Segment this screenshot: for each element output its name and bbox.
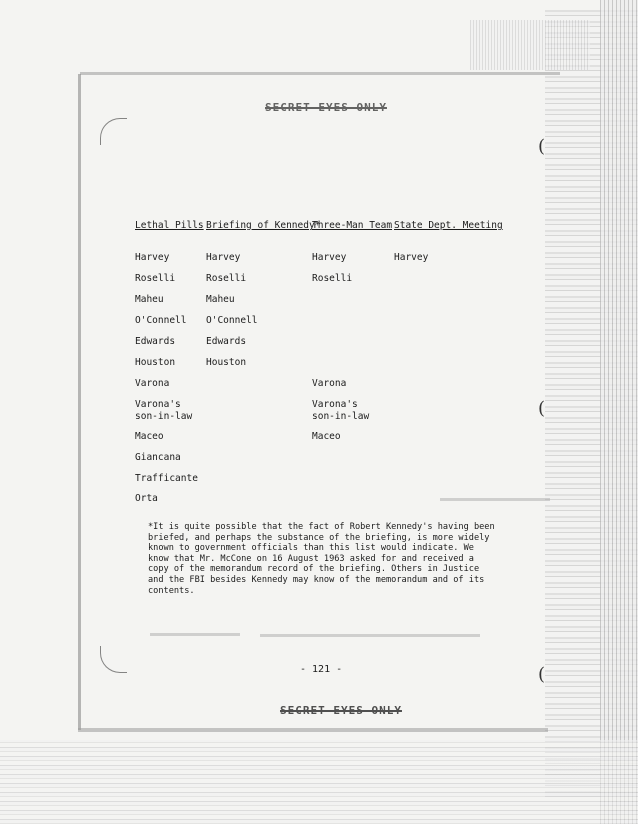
scan-noise-edge [600,0,638,824]
table-cell: Trafficante [135,473,198,484]
table-cell: Edwards [206,336,247,347]
page-edge-top [80,72,560,75]
table-cell: Varona [312,378,347,389]
page-edge-left [78,74,81,730]
table-cell: Maceo [135,431,164,442]
smudge [260,634,480,637]
table-cell: Harvey [206,252,241,263]
margin-mark-icon: ( [538,664,546,685]
table-cell: Roselli [206,273,247,284]
table-cell: Roselli [312,273,353,284]
page-edge-bottom [78,728,548,732]
table-cell: Varona [135,378,170,389]
column-header-lethal-pills: Lethal Pills [135,220,204,231]
table-cell: Houston [206,357,247,368]
column-header-three-man-team: Three-Man Team [312,220,393,231]
page-number: - 121 - [300,664,343,675]
table-cell: O'Connell [135,315,187,326]
table-cell: Maheu [135,294,164,305]
table-cell: O'Connell [206,315,258,326]
table-cell: Giancana [135,452,181,463]
footnote: *It is quite possible that the fact of Robert Kennedy's having been briefed, and perhaps the substance of the briefing, is more widely known to government officials than this list would indicate. We know that Mr. McCone on 16 August 1963 asked for and received a copy of the memorandum record of the briefing. Others in Justice and the FBI besides Kennedy may know of the memorandum and of its contents. [148,522,495,596]
margin-mark-icon: ( [538,398,546,419]
table-cell: Edwards [135,336,176,347]
table-cell: Harvey [394,252,429,263]
column-header-briefing-of-kennedy: Briefing of Kennedy* [206,220,321,231]
table-cell: Varona's son-in-law [135,399,193,422]
smudge [440,498,550,501]
column-header-state-dept-meeting: State Dept. Meeting [394,220,503,231]
table-cell: Houston [135,357,176,368]
punch-mark-icon [100,646,127,673]
table-cell: Roselli [135,273,176,284]
table-cell: Maceo [312,431,341,442]
smudge [150,633,240,636]
table-cell: Harvey [312,252,347,263]
classification-header: SECRET EYES ONLY [265,101,387,114]
table-cell: Varona's son-in-law [312,399,370,422]
classification-footer: SECRET EYES ONLY [280,704,402,717]
table-cell: Orta [135,493,158,504]
scan-noise-bottom [0,740,638,824]
margin-mark-icon: ( [538,136,546,157]
punch-mark-icon [100,118,127,145]
table-cell: Maheu [206,294,235,305]
scan-noise-top [470,20,590,70]
table-cell: Harvey [135,252,170,263]
